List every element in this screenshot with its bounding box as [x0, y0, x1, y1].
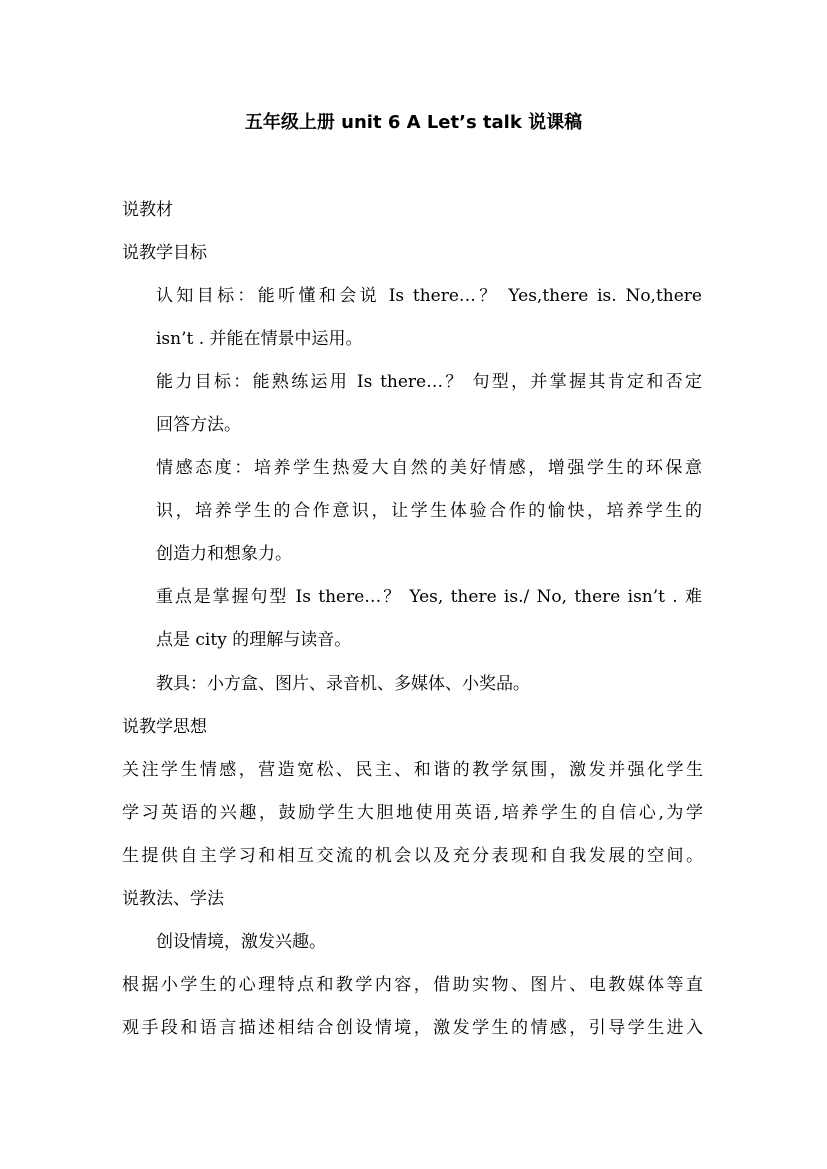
- paragraph-line: 认知目标：能听懂和会说 Is there…？ Yes,there is. No,there: [156, 286, 702, 306]
- paragraph-line: 教具：小方盒、图片、录音机、多媒体、小奖品。: [156, 674, 530, 694]
- paragraph-line: 情感态度：培养学生热爱大自然的美好情感，增强学生的环保意: [156, 458, 702, 478]
- heading-textbook: 说教材: [122, 200, 173, 220]
- paragraph-line: 观手段和语言描述相结合创设情境，激发学生的情感，引导学生进入: [122, 1018, 703, 1038]
- paragraph-line: 创造力和想象力。: [156, 544, 292, 564]
- paragraph-line: 识，培养学生的合作意识，让学生体验合作的愉快，培养学生的: [156, 501, 702, 521]
- paragraph-line: 根据小学生的心理特点和教学内容，借助实物、图片、电教媒体等直: [122, 975, 703, 995]
- document-title: 五年级上册 unit 6 A Let’s talk 说课稿: [244, 112, 583, 133]
- paragraph-line: 关注学生情感，营造宽松、民主、和谐的教学氛围，激发并强化学生: [122, 760, 703, 780]
- paragraph-line: 创设情境，激发兴趣。: [156, 932, 326, 952]
- paragraph-line: 能力目标：能熟练运用 Is there…？ 句型，并掌握其肯定和否定: [156, 372, 702, 392]
- heading-teaching-philosophy: 说教学思想: [122, 717, 207, 737]
- paragraph-line: 学习英语的兴趣，鼓励学生大胆地使用英语,培养学生的自信心,为学: [122, 803, 703, 823]
- paragraph-line: 回答方法。: [156, 415, 241, 435]
- paragraph-line: isn’t . 并能在情景中运用。: [156, 329, 363, 349]
- heading-teaching-goals: 说教学目标: [122, 243, 207, 263]
- paragraph-line: 点是 city 的理解与读音。: [156, 630, 352, 650]
- paragraph-line: 重点是掌握句型 Is there…？ Yes, there is./ No, there isn’t . 难: [156, 587, 702, 607]
- heading-teaching-methods: 说教法、学法: [122, 889, 224, 909]
- paragraph-line: 生提供自主学习和相互交流的机会以及充分表现和自我发展的空间。: [122, 846, 703, 866]
